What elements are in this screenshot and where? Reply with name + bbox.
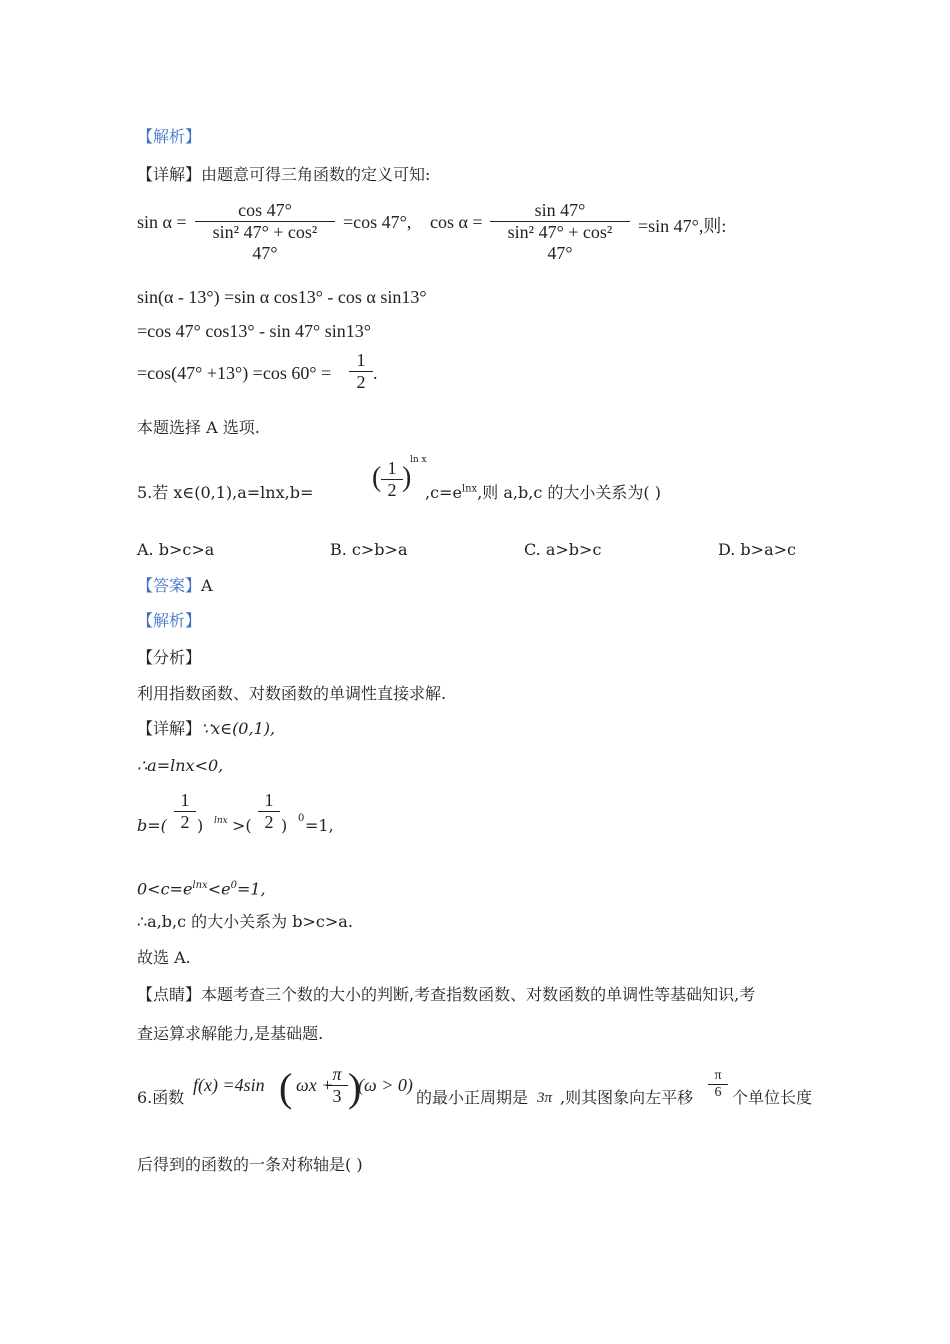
q6-pi6-numerator: π (708, 1068, 728, 1085)
q4-detail-line (137, 165, 430, 185)
q5-detail-3-a: b=( (137, 816, 167, 835)
q6-func: f(x) =4sin (193, 1075, 265, 1095)
half-denominator: 2 (356, 372, 366, 392)
q5-detail-3-d: ) (281, 816, 288, 835)
q5-detail-4-a: 0<c=e (137, 879, 193, 899)
fraction-2-denominator: sin² 47° + cos² 47° (507, 222, 613, 263)
q6-pi3-fraction (326, 1064, 348, 1107)
cos-alpha-lhs: cos α = (430, 212, 483, 232)
q5-detail-2: ∴a=lnx<0, (137, 756, 224, 775)
q5-b-denominator: 2 (387, 480, 397, 500)
step-3-end: . (373, 363, 378, 383)
q6-stem-c: ,则其图象向左平移 (560, 1088, 694, 1107)
sin-alpha-lhs: sin α = (137, 212, 187, 232)
jiexi-label: 【解析】 (137, 127, 202, 146)
eq-1: =cos 47°, (343, 212, 412, 232)
q5-b-fraction (381, 458, 403, 501)
option-a[interactable]: A. b>c>a (137, 540, 215, 559)
q6-pi6-fraction (708, 1068, 728, 1101)
q5-detail-4-c: =1, (236, 879, 266, 899)
q5-detail-3-exp2: 0 (298, 813, 305, 824)
fraction-1 (195, 200, 335, 264)
q5-answer-line (137, 576, 213, 596)
option-d[interactable]: D. b>a>c (718, 540, 796, 559)
q4-conclusion: 本题选择 A 选项. (137, 418, 260, 437)
q6-pi6-denominator: 6 (714, 1085, 722, 1100)
fraction-1-numerator: cos 47° (195, 200, 335, 222)
step-1: sin(α - 13°) =sin α cos13° - cos α sin13° (137, 287, 427, 307)
q5-detail-1 (137, 719, 275, 739)
option-c[interactable]: C. a>b>c (524, 540, 602, 559)
q5-detail-3-exp: lnx (214, 816, 228, 826)
q5-stem-a: 5.若 x∈(0,1),a=lnx,b= (137, 483, 314, 502)
fenxi-label: 【分析】 (137, 648, 202, 667)
eq-2: =sin 47°,则: (638, 216, 727, 236)
half-numerator: 1 (349, 350, 373, 372)
detail-3-num-1: 1 (174, 790, 196, 812)
fraction-2 (490, 200, 630, 264)
option-b[interactable]: B. c>b>a (330, 540, 408, 559)
q6-period: 3π (537, 1090, 553, 1106)
jiexi-label-2: 【解析】 (137, 611, 202, 630)
q6-cond: (ω > 0) (358, 1075, 413, 1095)
fraction-2-numerator: sin 47° (490, 200, 630, 222)
q6-stem-e: 后得到的函数的一条对称轴是( ) (137, 1155, 363, 1174)
q6-stem-d: 个单位长度 (732, 1088, 813, 1107)
q5-b-numerator: 1 (381, 458, 403, 480)
q6-stem-b: 的最小正周期是 (416, 1088, 529, 1107)
q5-detail-6: 故选 A. (137, 948, 191, 967)
q6-inner: ωx + (296, 1075, 334, 1095)
dianjing-text: 本题考查三个数的大小的判断,考查指数函数、对数函数的单调性等基础知识,考 (201, 985, 756, 1004)
left-paren: ( (372, 462, 382, 493)
step-2: =cos 47° cos13° - sin 47° sin13° (137, 321, 371, 341)
q5-stem-b (425, 480, 661, 503)
q5-stem-b-text: ,c=e (425, 483, 462, 502)
dianjing-line (137, 985, 755, 1005)
q5-detail-3-c: >( (232, 816, 252, 835)
detail-3-fraction-1 (174, 790, 196, 833)
dianjing-text-2: 查运算求解能力,是基础题. (137, 1024, 324, 1043)
answer-label: 【答案】 (137, 576, 202, 595)
answer-value: A (201, 576, 213, 595)
q6-stem-a: 6.函数 (137, 1088, 185, 1107)
q5-stem-c-text: ,则 a,b,c 的大小关系为( ) (477, 483, 661, 502)
xiangjie-label: 【详解】 (137, 165, 202, 184)
half-fraction (349, 350, 373, 393)
detail-3-den-2: 2 (264, 812, 274, 832)
q4-detail-text: 由题意可得三角函数的定义可知: (201, 165, 431, 184)
q5-detail-4 (137, 876, 266, 899)
xiangjie-label-2: 【详解】 (137, 719, 202, 738)
detail-3-fraction-2 (258, 790, 280, 833)
detail-3-den-1: 2 (180, 812, 190, 832)
q6-right-paren: ) (348, 1065, 362, 1110)
q5-detail-4-b: <e (207, 879, 231, 899)
q5-detail-1-text: ∵x∈(0,1), (201, 719, 276, 738)
q5-detail-3-e: =1, (305, 816, 334, 835)
q6-left-paren: ( (279, 1065, 293, 1110)
detail-3-num-2: 1 (258, 790, 280, 812)
q6-pi3-denominator: 3 (332, 1086, 342, 1106)
q5-detail-3-b: ) (197, 816, 204, 835)
q5-b-exponent: ln x (410, 455, 427, 465)
fraction-1-denominator: sin² 47° + cos² 47° (212, 222, 318, 263)
q5-detail-4-exp: lnx (192, 880, 208, 891)
q5-detail-4-exp2: 0 (230, 880, 237, 891)
right-paren: ) (402, 462, 412, 493)
q5-detail-5: ∴a,b,c 的大小关系为 b>c>a. (137, 912, 353, 931)
dianjing-label: 【点睛】 (137, 985, 202, 1004)
q5-c-exponent: lnx (461, 483, 478, 495)
q6-pi3-numerator: π (326, 1064, 348, 1086)
step-3: =cos(47° +13°) =cos 60° = (137, 363, 332, 383)
fenxi-text: 利用指数函数、对数函数的单调性直接求解. (137, 684, 447, 703)
